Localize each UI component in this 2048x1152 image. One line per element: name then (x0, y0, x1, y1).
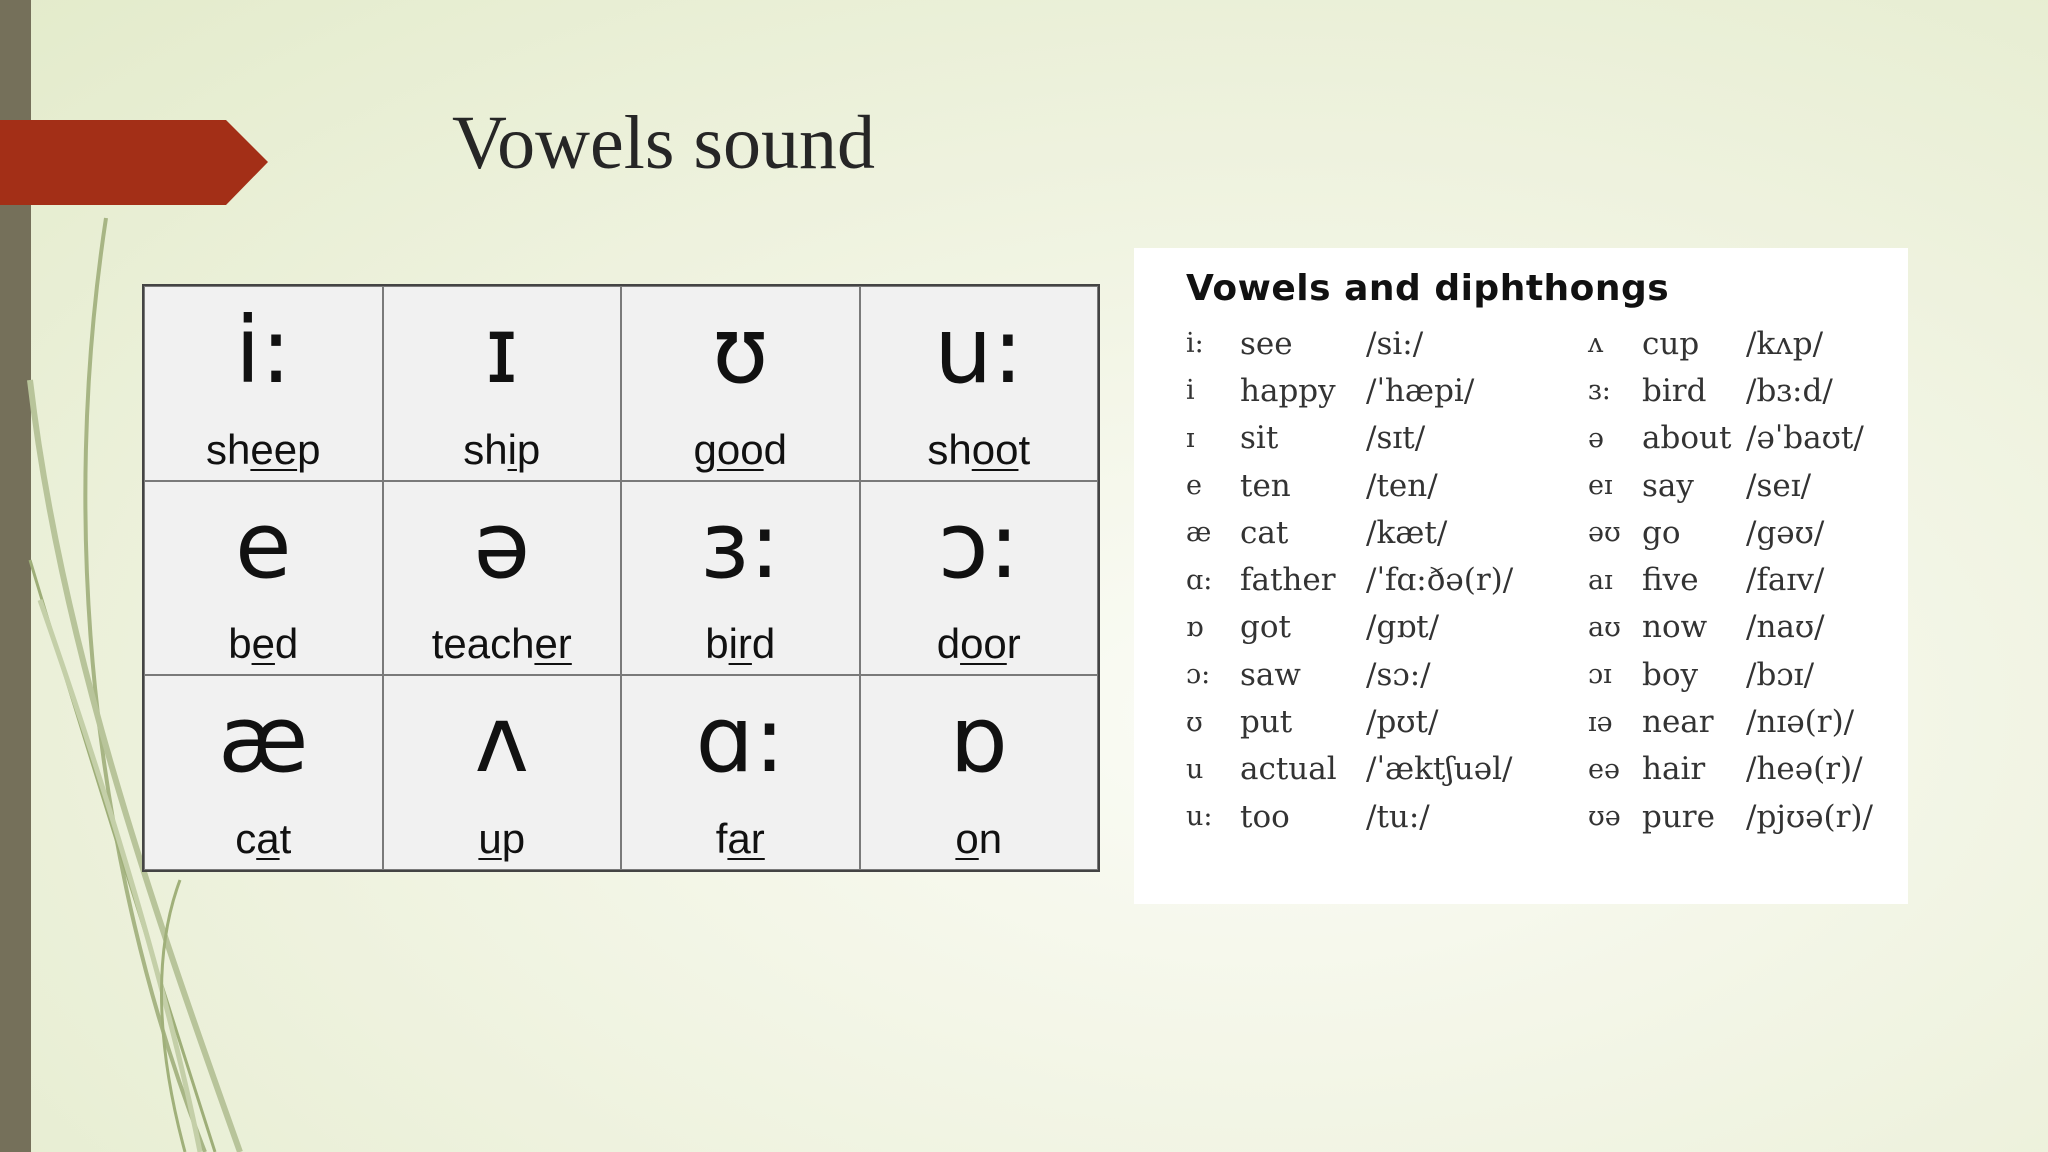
ipa-symbol: ʊ (1186, 706, 1203, 738)
vowel-cell (144, 286, 383, 481)
ipa-transcription: /ten/ (1366, 467, 1438, 504)
vowel-cell (621, 481, 860, 676)
vowel-symbol: ə (473, 491, 531, 599)
ipa-symbol: əʊ (1588, 517, 1621, 549)
ipa-transcription: /seɪ/ (1746, 467, 1812, 504)
ipa-transcription: /gɒt/ (1366, 609, 1440, 646)
diphthong-row (1588, 651, 1873, 698)
word-highlight: oo (960, 620, 1007, 668)
word-prefix: b (228, 620, 252, 668)
example-word: got (1240, 609, 1291, 646)
example-word: cat (1240, 514, 1289, 551)
example-word: saw (1240, 656, 1301, 693)
diphthong-row (1588, 793, 1873, 840)
ipa-symbol: aɪ (1588, 564, 1613, 596)
diphthong-row (1588, 698, 1873, 745)
example-word (861, 424, 1098, 476)
example-word: pure (1642, 798, 1715, 835)
vowel-symbol: ʌ (474, 686, 529, 794)
example-word (384, 618, 621, 670)
example-word: bird (1642, 372, 1707, 409)
diphthong-row (1588, 415, 1873, 462)
word-prefix: b (705, 620, 729, 668)
ipa-symbol: ʌ (1588, 328, 1604, 360)
word-prefix: sh (463, 425, 508, 473)
ipa-symbol: ɔɪ (1588, 659, 1612, 691)
ipa-symbol: ɪə (1588, 706, 1613, 738)
word-highlight: e (251, 620, 275, 668)
word-suffix: t (1018, 425, 1031, 473)
diphthong-row (1186, 462, 1513, 509)
example-word (145, 424, 382, 476)
ipa-transcription: /ˈhæpi/ (1366, 372, 1475, 409)
diphthong-row (1186, 320, 1513, 367)
word-suffix: t (279, 815, 292, 862)
ipa-symbol: ʊə (1588, 801, 1621, 833)
vowel-symbol: i: (234, 297, 292, 404)
diphthong-row (1186, 604, 1513, 651)
ipa-symbol: eə (1588, 753, 1620, 785)
word-suffix: p (501, 815, 526, 862)
word-highlight: oo (716, 425, 764, 473)
diphthong-row (1186, 698, 1513, 745)
example-word (861, 813, 1098, 865)
ipa-transcription: /kʌp/ (1746, 325, 1824, 362)
ipa-transcription: /ˈæktʃuəl/ (1366, 751, 1513, 788)
vowel-symbol: u: (934, 297, 1024, 404)
ipa-symbol: eɪ (1588, 470, 1613, 502)
vowel-cell (621, 286, 860, 481)
example-word: see (1240, 325, 1293, 362)
ipa-transcription: /kæt/ (1366, 514, 1448, 551)
word-highlight: o (955, 815, 979, 862)
example-word: sit (1240, 420, 1279, 457)
word-highlight: u (478, 815, 502, 862)
example-word: father (1240, 562, 1336, 599)
example-word: boy (1642, 656, 1699, 693)
vowels-diphthongs-panel (1134, 248, 1908, 904)
example-word (145, 813, 382, 865)
word-suffix: r (1006, 620, 1021, 668)
diphthong-row (1588, 556, 1873, 603)
ipa-transcription: /ˈfɑ:ðə(r)/ (1366, 562, 1514, 599)
word-highlight: ar (727, 815, 765, 862)
ipa-transcription: /sɪt/ (1366, 420, 1426, 457)
ipa-transcription: /əˈbaʊt/ (1746, 420, 1864, 457)
example-word: about (1642, 420, 1732, 457)
word-prefix: d (936, 620, 961, 668)
word-highlight: ir (728, 620, 752, 668)
diphthong-row (1588, 462, 1873, 509)
vowel-cell (383, 286, 622, 481)
word-suffix: n (978, 815, 1003, 862)
example-word: happy (1240, 372, 1336, 409)
word-prefix: sh (206, 425, 251, 473)
word-highlight: i (507, 425, 517, 473)
example-word (622, 813, 859, 865)
ipa-transcription: /bɔɪ/ (1746, 656, 1815, 693)
example-word: hair (1642, 751, 1706, 788)
ipa-symbol: ɜ: (1588, 375, 1611, 407)
ipa-transcription: /sɔ:/ (1366, 656, 1431, 693)
example-word (384, 813, 621, 865)
word-suffix: d (763, 425, 787, 473)
vowel-symbol: e (234, 491, 292, 599)
vowel-symbol: æ (218, 686, 309, 794)
word-suffix: d (751, 620, 776, 668)
diphthong-row (1186, 556, 1513, 603)
diphthongs-column-left (1186, 320, 1513, 840)
example-word (384, 424, 621, 476)
ipa-transcription: /bɜ:d/ (1746, 372, 1833, 409)
diphthong-row (1186, 651, 1513, 698)
diphthong-row (1588, 367, 1873, 414)
ipa-symbol: ɪ (1186, 422, 1195, 454)
diphthongs-column-right (1588, 320, 1873, 840)
slide-title: Vowels sound (452, 101, 875, 185)
example-word: put (1240, 704, 1293, 741)
vowel-symbol: ɒ (949, 686, 1008, 794)
word-prefix: c (235, 815, 257, 862)
word-prefix: g (693, 425, 717, 473)
diphthong-row (1588, 746, 1873, 793)
diphthong-row (1186, 367, 1513, 414)
vowel-cell (860, 675, 1099, 870)
vowel-symbol: ʊ (711, 297, 769, 404)
word-highlight: ee (250, 425, 298, 473)
example-word: cup (1642, 325, 1700, 362)
example-word: five (1642, 562, 1699, 599)
example-word (145, 618, 382, 670)
diphthong-row (1186, 746, 1513, 793)
vowel-symbol: ɜ: (700, 491, 781, 599)
example-word (861, 618, 1098, 670)
ipa-symbol: u (1186, 753, 1204, 785)
example-word: too (1240, 798, 1290, 835)
word-highlight: oo (971, 425, 1019, 473)
vowel-symbol: ɪ (484, 297, 519, 404)
vowel-sound-grid (142, 284, 1100, 872)
ipa-symbol: e (1186, 470, 1202, 502)
example-word: say (1642, 467, 1694, 504)
ipa-symbol: ɒ (1186, 611, 1204, 643)
vowel-cell (383, 481, 622, 676)
word-suffix: d (274, 620, 299, 668)
vowel-cell (860, 286, 1099, 481)
example-word (622, 618, 859, 670)
ipa-transcription: /faɪv/ (1746, 562, 1825, 599)
word-prefix: teach (431, 620, 535, 668)
ipa-transcription: /heə(r)/ (1746, 751, 1863, 788)
vowel-cell (144, 481, 383, 676)
diphthong-row (1186, 509, 1513, 556)
ipa-transcription: /pʊt/ (1366, 704, 1439, 741)
diphthong-row (1588, 604, 1873, 651)
word-suffix: p (297, 425, 321, 473)
diphthong-row (1186, 793, 1513, 840)
ipa-symbol: aʊ (1588, 611, 1621, 643)
ipa-symbol: ə (1588, 422, 1604, 454)
word-prefix: f (715, 815, 728, 862)
word-suffix: p (516, 425, 541, 473)
example-word: near (1642, 704, 1714, 741)
ipa-symbol: ɑ: (1186, 564, 1213, 596)
example-word (622, 424, 859, 476)
ipa-transcription: /pjʊə(r)/ (1746, 798, 1873, 835)
vowel-cell (621, 675, 860, 870)
vowel-cell (383, 675, 622, 870)
word-prefix: sh (927, 425, 972, 473)
ipa-symbol: æ (1186, 517, 1212, 549)
ipa-symbol: ɔ: (1186, 659, 1211, 691)
ipa-symbol: i: (1186, 328, 1204, 360)
word-highlight: er (534, 620, 572, 668)
word-highlight: a (256, 815, 280, 862)
diphthong-row (1588, 509, 1873, 556)
ipa-transcription: /tu:/ (1366, 798, 1430, 835)
diphthong-row (1588, 320, 1873, 367)
example-word: go (1642, 514, 1681, 551)
example-word: now (1642, 609, 1708, 646)
ipa-symbol: i (1186, 375, 1195, 407)
ipa-transcription: /nɪə(r)/ (1746, 704, 1855, 741)
vowel-cell (144, 675, 383, 870)
diphthong-row (1186, 415, 1513, 462)
ipa-symbol: u: (1186, 801, 1213, 833)
ipa-transcription: /gəʊ/ (1746, 514, 1825, 551)
example-word: actual (1240, 751, 1337, 788)
vowel-cell (860, 481, 1099, 676)
example-word: ten (1240, 467, 1291, 504)
vowel-symbol: ɑ: (695, 686, 785, 794)
ipa-transcription: /naʊ/ (1746, 609, 1825, 646)
diphthongs-title: Vowels and diphthongs (1186, 268, 1670, 309)
vowel-symbol: ɔ: (937, 491, 1020, 599)
ipa-transcription: /si:/ (1366, 325, 1424, 362)
title-accent-arrow (0, 120, 268, 205)
